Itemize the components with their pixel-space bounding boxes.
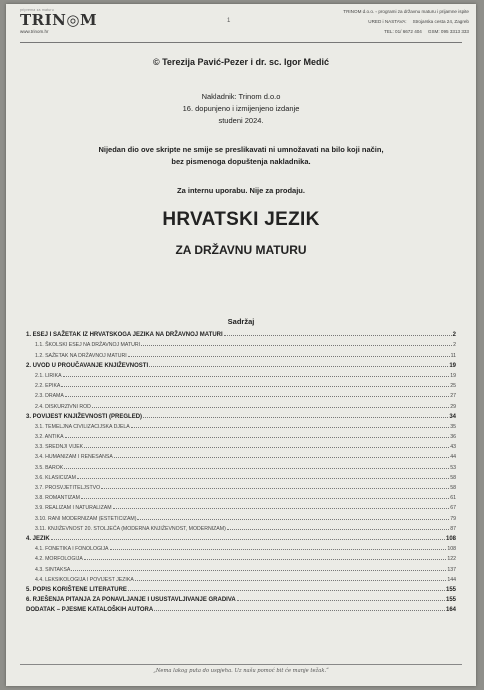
toc-entry bbox=[26, 460, 456, 470]
toc-entry-title: 4.2. MORFOLOGIJA bbox=[35, 556, 83, 563]
toc-leader-dots bbox=[71, 570, 446, 571]
footer-quote: „Nema lakog puta do uspjeha. Uz našu pomoć bit će manje težak.“ bbox=[153, 668, 329, 674]
toc-entry-page: 58 bbox=[450, 485, 456, 491]
logo-url: www.trinom.hr bbox=[20, 29, 49, 34]
gsm: GSM: 095 3313 333 bbox=[427, 29, 469, 34]
toc-entry bbox=[26, 593, 456, 603]
toc-entry bbox=[26, 471, 456, 481]
toc-entry-title: 1.1. ŠKOLSKI ESEJ NA DRŽAVNOJ MATURI bbox=[35, 342, 141, 349]
toc-entry bbox=[26, 379, 456, 389]
toc-leader-dots bbox=[224, 335, 452, 336]
toc-entry-page: 58 bbox=[450, 474, 456, 481]
date-line: studeni 2024. bbox=[218, 116, 264, 125]
toc-entry bbox=[26, 450, 456, 460]
toc-entry-page: 61 bbox=[450, 495, 456, 502]
toc-leader-dots bbox=[154, 610, 445, 611]
publisher-line: Nakladnik: Trinom d.o.o bbox=[201, 92, 281, 101]
toc-entry-page: 19 bbox=[450, 372, 456, 379]
toc-leader-dots bbox=[65, 396, 449, 397]
toc-entry bbox=[26, 562, 456, 572]
header-divider bbox=[20, 42, 462, 43]
toc-entry bbox=[26, 481, 456, 491]
logo-tagline: priprema za maturu bbox=[20, 8, 54, 12]
toc-entry-title: 3.5. BAROK bbox=[35, 464, 64, 471]
toc-leader-dots bbox=[51, 539, 445, 540]
toc-leader-dots bbox=[113, 508, 450, 509]
copyright-line: © Terezija Pavić-Pezer i dr. sc. Igor Medić bbox=[152, 57, 330, 67]
toc-entry-page: 144 bbox=[447, 576, 456, 583]
toc-entry-title: 3.2. ANTIKA bbox=[35, 434, 64, 441]
toc-entry-title: 3.8. ROMANTIZAM bbox=[35, 495, 80, 502]
toc-leader-dots bbox=[128, 590, 445, 591]
toc-entry-title: 3.6. KLASICIZAM bbox=[35, 474, 76, 481]
toc-leader-dots bbox=[64, 468, 449, 469]
document-title: HRVATSKI JEZIK bbox=[162, 209, 320, 230]
toc-entry-title: 2.4. DISKURZIVNI ROD bbox=[35, 403, 91, 410]
toc-entry-title: 3.9. REALIZAM I NATURALIZAM bbox=[35, 505, 112, 512]
toc-entry-page: 155 bbox=[445, 586, 456, 593]
toc-entry bbox=[26, 399, 456, 409]
toc-entry-page: 35 bbox=[450, 423, 456, 430]
toc-entry-page: 53 bbox=[450, 464, 456, 471]
toc-entry bbox=[26, 389, 456, 399]
toc-entry-title: 4.4. LEKSIKOLOGIJA I POVIJEST JEZIKA bbox=[35, 576, 134, 583]
toc-leader-dots bbox=[143, 417, 448, 418]
toc-entry-page: 43 bbox=[450, 444, 456, 451]
toc-entry-page: 108 bbox=[447, 546, 456, 553]
toc-entry-page: 27 bbox=[450, 393, 456, 400]
toc-entry bbox=[26, 338, 456, 348]
toc-leader-dots bbox=[77, 478, 449, 479]
toc-entry-page: 108 bbox=[445, 535, 456, 542]
toc-entry-page: 34 bbox=[449, 413, 456, 420]
toc-entry bbox=[26, 542, 456, 552]
toc-entry-title: 2.2. EPIKA bbox=[35, 383, 61, 390]
toc-leader-dots bbox=[137, 519, 449, 520]
toc-entry-page: 11 bbox=[450, 352, 456, 359]
toc-leader-dots bbox=[81, 498, 449, 499]
notice-line: Nijedan dio ove skripte ne smije se preslikavati ni umnožavati na bilo koji način, bbox=[98, 145, 384, 154]
toc-entry-title: 6. RJEŠENJA PITANJA ZA PONAVLJANJE I USUSTAVLJIVANJE GRADIVA bbox=[26, 597, 236, 604]
toc-entry-page: 44 bbox=[450, 454, 456, 461]
toc-entry-page: 164 bbox=[445, 607, 456, 614]
toc-entry-title: 4. JEZIK bbox=[26, 535, 50, 542]
phone: TEL: 01/ 6672 404 bbox=[384, 29, 422, 34]
toc-entry-page: 36 bbox=[450, 434, 456, 441]
toc-entry-page: 79 bbox=[450, 515, 456, 522]
toc-entry bbox=[26, 328, 456, 338]
toc-entry bbox=[26, 410, 456, 420]
notice-line: bez pismenoga dopuštenja nakladnika. bbox=[171, 157, 311, 166]
toc-leader-dots bbox=[141, 345, 452, 346]
office-label: URED i NASTAVA: bbox=[368, 19, 407, 24]
toc-leader-dots bbox=[128, 356, 450, 357]
toc-entry-title: 2.3. DRAMA bbox=[35, 393, 64, 400]
toc-entry bbox=[26, 552, 456, 562]
toc-entry bbox=[26, 573, 456, 583]
page-header bbox=[6, 4, 476, 44]
toc-entry bbox=[26, 348, 456, 358]
toc-entry bbox=[26, 501, 456, 511]
toc-entry-page: 122 bbox=[447, 556, 456, 563]
toc-entry-page: 155 bbox=[445, 597, 456, 604]
trinom-logo bbox=[20, 8, 98, 34]
toc-entry-title: 2. UVOD U PROUČAVANJE KNJIŽEVNOSTI bbox=[26, 362, 149, 369]
internal-use-note: Za internu uporabu. Nije za prodaju. bbox=[177, 186, 305, 195]
toc-entry-title: 3.3. SREDNJI VIJEK bbox=[35, 444, 84, 451]
toc-leader-dots bbox=[101, 488, 449, 489]
toc-leader-dots bbox=[149, 366, 448, 367]
toc-leader-dots bbox=[227, 529, 449, 530]
toc-leader-dots bbox=[135, 580, 447, 581]
toc-leader-dots bbox=[92, 407, 449, 408]
document-page bbox=[6, 4, 476, 686]
toc-entry-page: 87 bbox=[450, 525, 456, 532]
logo-name: TRIN◎M bbox=[20, 11, 98, 29]
footer-divider bbox=[20, 664, 462, 665]
toc-entry-title: 4.1. FONETIKA I FONOLOGIJA bbox=[35, 546, 109, 553]
toc-entry-page: 67 bbox=[450, 505, 456, 512]
toc-entry-page: 137 bbox=[447, 566, 456, 573]
toc-entry bbox=[26, 491, 456, 501]
toc-entry-title: 3. POVIJEST KNJIŽEVNOSTI (PREGLED) bbox=[26, 413, 143, 420]
toc-entry bbox=[26, 430, 456, 440]
toc-entry-title: 2.1. LIRIKA bbox=[35, 372, 62, 379]
toc-entry-title: 3.11. KNJIŽEVNOST 20. STOLJEĆA (MODERNA KNJIŽEVNOST, MODERNIZAM) bbox=[35, 525, 226, 532]
toc-heading: Sadržaj bbox=[227, 317, 255, 326]
office-address: Strojarska cesta 24, Zagreb bbox=[412, 19, 469, 24]
company-info bbox=[264, 7, 469, 37]
toc-entry-title: 1.2. SAŽETAK NA DRŽAVNOJ MATURI bbox=[35, 352, 127, 359]
page-number: 1 bbox=[227, 18, 231, 24]
toc-entry-title: 3.7. PROSVJETITELJSTVO bbox=[35, 485, 101, 491]
toc-entry bbox=[26, 359, 456, 369]
company-line: TRINOM d.o.o. ▫ programi za državnu maturu i prijamne ispite bbox=[343, 9, 469, 14]
toc-leader-dots bbox=[110, 549, 447, 550]
toc-leader-dots bbox=[114, 457, 449, 458]
document-subtitle: ZA DRŽAVNU MATURU bbox=[175, 243, 307, 257]
toc-leader-dots bbox=[63, 376, 450, 377]
toc-leader-dots bbox=[131, 427, 449, 428]
toc-entry bbox=[26, 583, 456, 593]
toc-entry-title: 3.1. TEMELJNA CIVILIZACIJSKA DJELA bbox=[35, 423, 130, 430]
toc-entry-title: 4.3. SINTAKSA bbox=[35, 566, 71, 573]
toc-entry bbox=[26, 532, 456, 542]
toc-entry-title: 1. ESEJ I SAŽETAK IZ HRVATSKOGA JEZIKA NA DRŽAVNOJ MATURI bbox=[26, 332, 223, 339]
toc-entry-title: 3.10. RANI MODERNIZAM (ESTETICIZAM) bbox=[35, 515, 137, 522]
toc-entry-page: 2 bbox=[452, 332, 456, 339]
toc-entry-page: 25 bbox=[450, 383, 456, 390]
toc-entry bbox=[26, 522, 456, 532]
toc-entry-title: 3.4. HUMANIZAM I RENESANSA bbox=[35, 454, 113, 461]
copy-notice bbox=[6, 144, 476, 168]
toc-entry bbox=[26, 511, 456, 521]
toc-leader-dots bbox=[61, 386, 449, 387]
edition-line: 16. dopunjeno i izmijenjeno izdanje bbox=[182, 104, 300, 113]
table-of-contents bbox=[26, 328, 456, 613]
toc-leader-dots bbox=[65, 437, 450, 438]
toc-entry bbox=[26, 420, 456, 430]
toc-entry-page: 2 bbox=[453, 342, 456, 349]
toc-leader-dots bbox=[237, 600, 445, 601]
toc-entry bbox=[26, 603, 456, 613]
toc-entry-title: 5. POPIS KORIŠTENE LITERATURE bbox=[26, 586, 127, 593]
toc-leader-dots bbox=[84, 447, 449, 448]
toc-entry-page: 29 bbox=[450, 403, 456, 410]
toc-entry bbox=[26, 369, 456, 379]
publisher-block bbox=[6, 91, 476, 127]
toc-leader-dots bbox=[84, 559, 446, 560]
toc-entry-title: DODATAK – PJESME KATALOŠKIH AUTORA bbox=[26, 607, 154, 614]
toc-entry bbox=[26, 440, 456, 450]
toc-entry-page: 19 bbox=[449, 362, 456, 369]
